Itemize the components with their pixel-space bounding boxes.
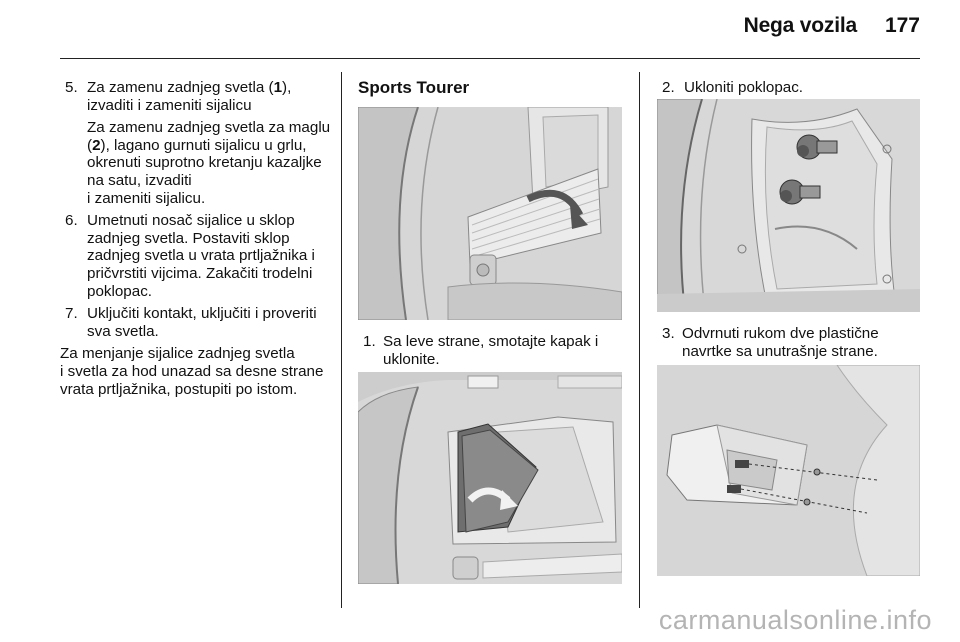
step-number: 7. <box>65 305 78 323</box>
sub-text-post: ), lagano gurnuti sijalicu u grlu, okrenuti suprotno kretanju kazaljke na satu, izvaditi <box>87 136 322 189</box>
sub-text-end: i zameniti sijalicu. <box>87 189 206 207</box>
step-number: 6. <box>65 212 78 230</box>
step-number: 5. <box>65 79 78 96</box>
step-1 <box>358 333 622 368</box>
step-number: 3. <box>662 325 675 342</box>
step-1-text: Sa leve strane, smotajte kapak i uklonite. <box>383 333 599 368</box>
figure-trunk-side-cover <box>358 372 622 584</box>
figure-lamp-holder <box>657 99 920 312</box>
step-5-ref-2: 2 <box>92 136 101 154</box>
step-6 <box>60 212 332 300</box>
sub-text-pre: Za zamenu zadnjeg svetla za maglu ( <box>87 119 331 154</box>
step-2 <box>657 79 920 97</box>
step-number: 2. <box>662 79 675 96</box>
step-5-ref-1: 1 <box>273 79 283 96</box>
page-number: 177 <box>884 14 920 37</box>
note-line-1: Za menjanje sijalice zadnjeg svetla <box>60 345 295 363</box>
step-7 <box>60 305 332 340</box>
column-divider-2 <box>639 72 640 608</box>
step-3 <box>657 325 920 360</box>
middle-column <box>358 79 623 106</box>
step-5-subtext <box>60 119 332 207</box>
side-cover-illustration <box>358 372 622 584</box>
step-5-text: Za zamenu zadnjeg svetla ( <box>87 79 274 96</box>
step-2-text: Ukloniti poklopac. <box>684 79 804 96</box>
section-title: Nega vozila <box>743 14 857 37</box>
step-3-text: Odvrnuti rukom dve plastične navrtke sa unutrašnje strane. <box>682 325 879 360</box>
figure-tail-lamp-assembly <box>657 365 920 576</box>
section-heading: Sports Tourer <box>358 78 470 97</box>
step-5-text-end: ), <box>282 79 292 96</box>
header-rule <box>60 58 920 59</box>
right-column <box>657 79 920 97</box>
step-5 <box>60 79 332 114</box>
tail-lamp-illustration <box>657 365 920 576</box>
page-header <box>744 14 920 38</box>
note-line-2: i svetla za hod unazad sa desne strane vrata prtljažnika, postupiti po istom. <box>60 362 324 398</box>
step-7-text: Uključiti kontakt, uključiti i proveriti sva svetla. <box>87 305 317 340</box>
column-divider-1 <box>341 72 342 608</box>
lamp-holder-illustration <box>657 99 920 312</box>
step-6-text: Umetnuti nosač sijalice u sklop zadnjeg svetla. Postaviti sklop zadnjeg svetla u vrata prtljažnika i pričvrstiti vijcima. Zakačiti trodelni poklopac. <box>87 212 315 300</box>
note-paragraph <box>60 345 332 398</box>
left-column <box>60 79 332 398</box>
figure-trunk-cover <box>358 107 622 320</box>
step-number: 1. <box>363 333 376 350</box>
step-5-text-2: izvaditi i zameniti sijalicu <box>87 96 252 114</box>
trunk-cover-illustration <box>358 107 622 320</box>
watermark: carmanualsonline.info <box>658 605 932 635</box>
